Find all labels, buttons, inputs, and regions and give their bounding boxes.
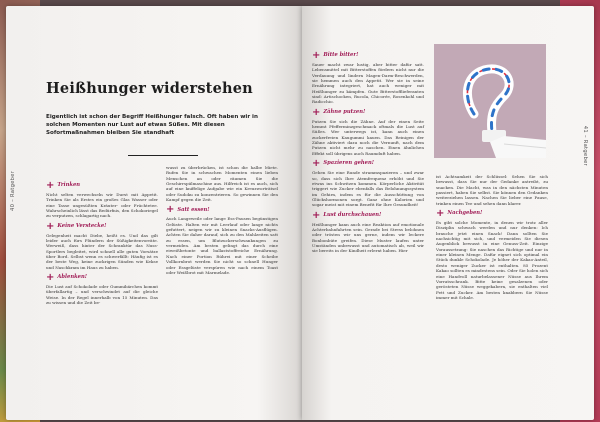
plus-icon: + [166, 204, 175, 216]
plus-icon: + [46, 220, 55, 232]
body-paragraph: ist Achtsamkeit der Schlüssel: Sehen Sie sich bewusst, dass Sie nur der Gedanke antreibt, zu snacken. Die Macht, was in den nächsten Minuten passiert, haben Sie selbst. Sie können den Gedanken weiterziehen lassen. Nachen Sie lieber eine Pause, trinken einen Tee und sehen dann klarer. [436, 174, 548, 206]
section-heading-text: Ablenken! [57, 274, 88, 281]
plus-icon: + [312, 158, 321, 170]
plus-icon: + [312, 50, 321, 61]
article-title: Heißhunger widerstehen [46, 80, 253, 97]
body-paragraph: Sauer macht zwar lustig, aber bitter dafür satt. Lebensmittel mit Bitterstoffen fördern nicht nur die Verdauung und lindern Magen-Darm-Beschwerden, sie hemmen auch den Appetit. Wer sie in seine Ernährung integriert, hat auch weniger mit Heißhunger zu kämpfen. Gute Bitterstofflieferanten sind: Artischocken, Rucola, Chicorée, Rosenkohl und Radicchio. [312, 62, 424, 105]
section-heading-text: Zähne putzen! [323, 109, 366, 116]
right-column-2 [436, 174, 548, 300]
section-heading-text: Spazieren gehen! [323, 160, 375, 167]
section-heading [166, 206, 278, 214]
section-heading-text: Satt essen! [177, 206, 210, 213]
body-paragraph: Putzen Sie sich die Zähne. Auf der einen Seite hemmt Pfefferminzgeschmack oftmals die Lust auf Süßes. Wer unterwegs ist, kann auch einen zuckerfreien Kaugummi kauen. Das Reinigen der Zähne aktiviert dazu noch die Vernunft, nach dem Putzen nicht mehr zu naschen. Einen ähnlichen Effekt soll übrigens auch Raumduft haben. [312, 118, 424, 156]
body-paragraph: Auch Langeweile oder lange Ess-Pausen begünstigen Gelüste. Halten wir mit Leerlauf oder lange nichts gefuttert, neigen wir zu kleinen Snacks-Ausflügen. Achten Sie daher darauf, sich zu den Mahlzeiten satt zu essen, um Blutzuckerschwankungen zu vermeiden. Am besten gelingt das durch eine eiweißbetonte und ballaststoffreiche Ernährung. Nach einer Portion Rührei mit einer Scheibe Vollkornbrot werden Sie nicht so schnell Hunger oder Essgelüste verspüren wie nach einem Toast oder Weißbrot mit Marmelade. [166, 216, 278, 275]
section-heading-text: Bitte bitter! [323, 52, 359, 59]
plus-icon: + [312, 106, 321, 118]
body-paragraph: Die Lust auf Schokolade oder Gummibärchen kommt überfallartig – und verschwindet auf die gleiche Weise. In der Regel innerhalb von 15 Minuten. Das zu wissen und die Zeit be- [46, 284, 158, 306]
section-heading [312, 106, 424, 118]
plus-icon: + [436, 208, 445, 220]
section-heading [46, 220, 158, 232]
body-paragraph: Gelegenheit macht Diebe, heißt es. Und das gilt leider auch fürs Plündern der Süßigkeitenvorräte. Werweiß, dass hinter der Schranktür das Nuss-Sportlers begleitet, wird schnell alle guten Vorsätze über Bord. Selbst wenn es schwerfällt: Häufig ist es der beste Weg, keine zuckrigen Sünden wie Kekse und Naschkram im Haus zu haben. [46, 232, 158, 270]
section-heading [46, 274, 158, 282]
page-number-left: 40 – Ratgeber [10, 170, 16, 211]
section-heading-text: Trinken [57, 182, 81, 189]
plus-icon: + [46, 180, 55, 191]
body-paragraph: wusst zu überbrücken, ist schon die halbe Miete. Rufen Sie in schwachen Momenten einen lieben Menschen an oder räumen Sie die Geschirrspülmaschine aus. Hilfreich ist es auch, sich auf eine kniffelige Aufgabe wie ein Kreuzworträtsel oder Sudoku zu konzentrieren. So gewinnen Sie den Kampf gegen die Zeit. [166, 165, 278, 203]
section-heading [312, 52, 424, 60]
left-column-1 [46, 182, 158, 306]
body-paragraph: Nicht selten verwechseln wir Durst mit Appetit. Trinken Sie als Erstes ein großes Glas Wasser oder eine Tasse ungesüßten Kräuter- oder Früchtetee. Wahrscheinlich lässt das Bedürfnis, den Schokoriegel zu verputzen, schlagartig nach. [46, 192, 158, 219]
section-heading [46, 182, 158, 190]
article-lead: Eigentlich ist schon der Begriff Heißhunger falsch. Oft haben wir in solchen Momenten nur Lust auf etwas Süßes. Mit diesen Sofortmaßnahmen bleiben Sie standhaft [46, 114, 258, 136]
section-heading [312, 209, 424, 221]
body-paragraph: Gehen Sie eine Runde strammspazieren – und zwar so, dass sich Ihre Atemfrequenz erhöht und Sie etwas ins Schwitzen kommen. Körperliche Aktivität triggert wie Zucker ebenfalls das Belohnungssystem im Gehirn, indem es für die Ausschüttung von Glückshormonen sorgt. Ganz ohne Kalorien und sogar meist mit einem Benefit für Ihre Gesundheit! [312, 170, 424, 208]
right-column-1 [312, 52, 424, 254]
toothbrush-photo [434, 44, 546, 158]
left-column-2 [166, 165, 278, 275]
body-paragraph: Es gibt solche Momente, in denen wir trotz aller Disziplin schwach werden und nur denken: Ich brauche jetzt einen Snack! Dann sollten Sie nachsichtig mit sich, und vermeiden Sie diesen Augenblick bewusst in eine Genuss-Zeit. Einzige Voraussetzung: Sie naschen das Richtige und nur in einer kleinen Menge. Dafür eignet sich optimal ein Stück dunkle Schokolade. Je höher der Kakao-Anteil, desto weniger Zucker ist enthalten. 85 Prozent Kakao sollten es mindestens sein. Oder Sie holen sich eine Handvoll naturbelassener Nüsse aus Ihrem Vorratsschrank. Bitte keine gesalzenen oder gerösteten Nüsse weggekabern, sie enthalten viel Fett und Zucker. Am besten knabbern Sie Nüsse immer mit Schale. [436, 220, 548, 300]
section-heading-text: Lust durchschauen! [323, 211, 382, 218]
title-divider [128, 155, 198, 156]
section-heading [312, 160, 424, 168]
section-heading-text: Nachgeben! [447, 210, 483, 217]
plus-icon: + [312, 209, 321, 221]
section-heading [436, 210, 548, 218]
page-number-right: 41 – Ratgeber [582, 125, 588, 166]
toothpaste-illustration [434, 44, 546, 158]
plus-icon: + [46, 272, 55, 284]
section-heading-text: Keine Verstecke! [57, 223, 107, 230]
body-paragraph: Heißhunger kann auch eine Reaktion auf emotionale Achterbahnfahrten sein. Gerade bei Stress belohnen oder trösten wir uns gerne, indem wir leckere Bonbonbüte greifen. Diese Muster laufen unter Umständen unbewusst und automatisch ab, weil wir sie bereits in der Kindheit erlernt haben. Hier [312, 221, 424, 254]
